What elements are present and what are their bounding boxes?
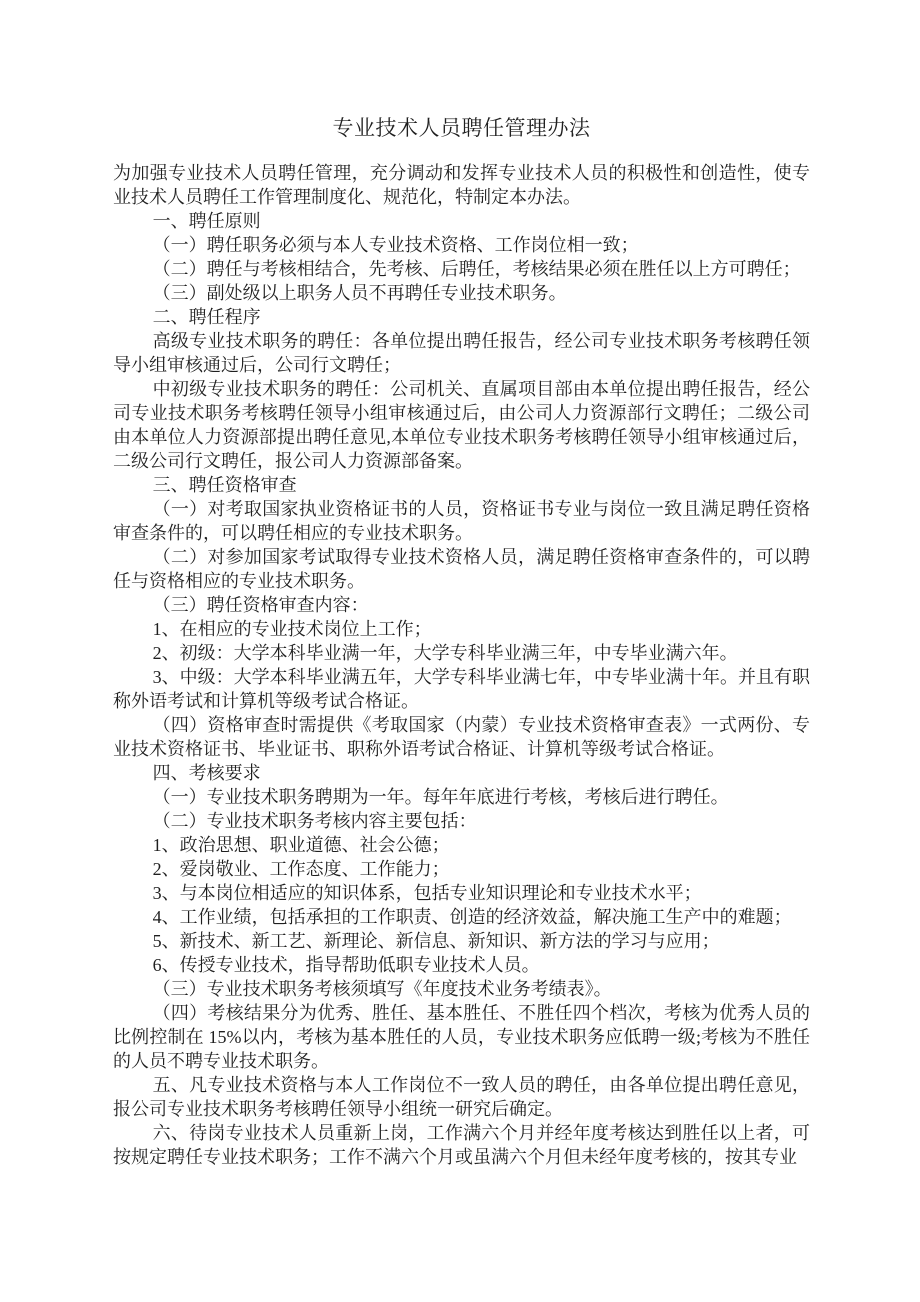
paragraph-section-2-heading: 二、聘任程序: [152, 307, 261, 327]
paragraph-section-3-item-1: （一）对考取国家执业资格证书的人员，资格证书专业与岗位一致且满足聘任资格审查条件的，可以聘任相应的专业技术职务。: [113, 499, 810, 543]
paragraph-section-1-item-2: （二）聘任与考核相结合，先考核、后聘任，考核结果必须在胜任以上方可聘任；: [152, 259, 801, 279]
paragraph-section-4-item-1: （一）专业技术职务聘期为一年。每年年底进行考核，考核后进行聘任。: [152, 787, 729, 807]
paragraph-section-2-senior: 高级专业技术职务的聘任：各单位提出聘任报告，经公司专业技术职务考核聘任领导小组审核通过后，公司行文聘任；: [113, 331, 810, 375]
paragraph-section-4-sub-1: 1、政治思想、职业道德、社会公德；: [152, 835, 450, 855]
paragraph-section-3-item-3: （三）聘任资格审查内容：: [152, 595, 369, 615]
paragraph-section-3-sub-1: 1、在相应的专业技术岗位上工作；: [152, 619, 432, 639]
paragraph-section-4-item-3: （三）专业技术职务考核须填写《年度技术业务考绩表》。: [152, 979, 612, 999]
paragraph-section-4-sub-4: 4、工作业绩，包括承担的工作职责、创造的经济效益，解决施工生产中的难题；: [152, 907, 792, 927]
document-title: 专业技术人员聘任管理办法: [332, 116, 591, 140]
paragraph-section-6: 六、待岗专业技术人员重新上岗，工作满六个月并经年度考核达到胜任以上者，可按规定聘任专业技术职务；工作不满六个月或虽满六个月但未经年度考核的，按其专业: [113, 1123, 810, 1167]
paragraph-section-1-item-3: （三）副处级以上职务人员不再聘任专业技术职务。: [152, 283, 567, 303]
paragraph-section-4-sub-3: 3、与本岗位相适应的知识体系，包括专业知识理论和专业技术水平；: [152, 883, 702, 903]
paragraph-section-4-sub-5: 5、新技术、新工艺、新理论、新信息、新知识、新方法的学习与应用；: [152, 931, 720, 951]
paragraph-section-3-item-4: （四）资格审查时需提供《考取国家（内蒙）专业技术资格审查表》一式两份、专业技术资格证书、毕业证书、职称外语考试合格证、计算机等级考试合格证。: [113, 715, 810, 759]
paragraph-section-3-sub-2: 2、初级：大学本科毕业满一年，大学专科毕业满三年，中专毕业满六年。: [152, 643, 738, 663]
paragraph-section-5: 五、凡专业技术资格与本人工作岗位不一致人员的聘任，由各单位提出聘任意见，报公司专业技术职务考核聘任领导小组统一研究后确定。: [113, 1075, 810, 1119]
paragraph-section-4-item-2: （二）专业技术职务考核内容主要包括：: [152, 811, 477, 831]
paragraph-section-2-mid-junior: 中初级专业技术职务的聘任：公司机关、直属项目部由本单位提出聘任报告，经公司专业技术职务考核聘任领导小组审核通过后，由公司人力资源部行文聘任；二级公司由本单位人力资源部提出聘任意见,本单位专业技术职务考核聘任领导小组审核通过后，二级公司行文聘任，报公司人力资源部备案。: [113, 379, 810, 471]
paragraph-section-4-item-4: （四）考核结果分为优秀、胜任、基本胜任、不胜任四个档次，考核为优秀人员的比例控制在 15%以内，考核为基本胜任的人员，专业技术职务应低聘一级;考核为不胜任的人员不聘专业技术职务。: [113, 1003, 810, 1071]
paragraph-section-3-sub-3: 3、中级：大学本科毕业满五年，大学专科毕业满七年，中专毕业满十年。并且有职称外语考试和计算机等级考试合格证。: [113, 667, 810, 711]
paragraph-section-4-heading: 四、考核要求: [152, 763, 261, 783]
paragraph-section-1-heading: 一、聘任原则: [152, 211, 261, 231]
paragraph-section-3-heading: 三、聘任资格审查: [152, 475, 297, 495]
paragraph-section-1-item-1: （一）聘任职务必须与本人专业技术资格、工作岗位相一致；: [152, 235, 639, 255]
paragraph-section-3-item-2: （二）对参加国家考试取得专业技术资格人员，满足聘任资格审查条件的，可以聘任与资格相应的专业技术职务。: [113, 547, 810, 591]
paragraph-section-4-sub-6: 6、传授专业技术，指导帮助低职专业技术人员。: [152, 955, 540, 975]
document-body: [113, 161, 810, 1169]
paragraph-section-4-sub-2: 2、爱岗敬业、工作态度、工作能力；: [152, 859, 450, 879]
paragraph-intro: 为加强专业技术人员聘任管理，充分调动和发挥专业技术人员的积极性和创造性，使专业技术人员聘任工作管理制度化、规范化，特制定本办法。: [113, 163, 810, 207]
